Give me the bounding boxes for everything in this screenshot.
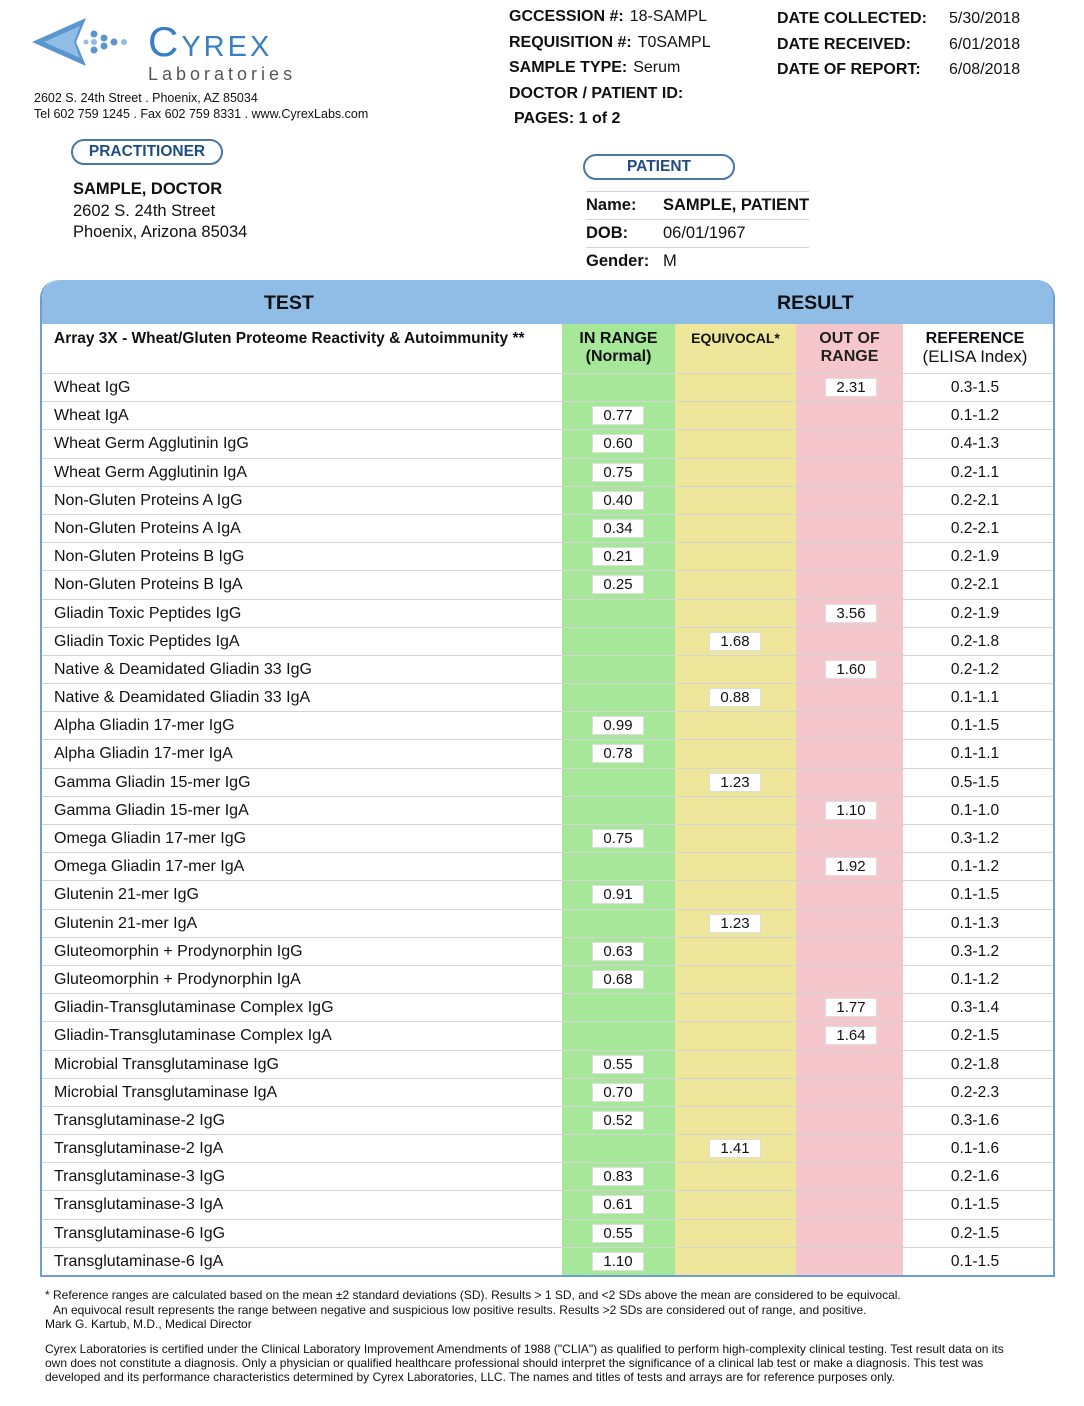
test-name: Alpha Gliadin 17-mer IgA (54, 745, 233, 763)
result-value: 0.70 (592, 1083, 644, 1102)
reference-range: 0.4-1.3 (950, 435, 1000, 453)
test-name: Glutenin 21-mer IgG (54, 886, 199, 904)
table-row (42, 711, 1055, 739)
result-value: 1.10 (592, 1252, 644, 1271)
reference-range: 0.3-1.4 (950, 999, 1000, 1017)
requisition-label: REQUISITION #: (509, 33, 632, 51)
test-name: Glutenin 21-mer IgA (54, 914, 198, 932)
cyrex-logo (30, 6, 330, 86)
test-name: Gliadin Toxic Peptides IgG (54, 604, 242, 622)
table-row (42, 1021, 1055, 1049)
in-range-header (562, 330, 675, 366)
result-value: 0.75 (592, 463, 644, 482)
reference-range: 0.2-1.9 (950, 548, 1000, 566)
test-name: Gluteomorphin + Prodynorphin IgG (54, 942, 303, 960)
table-row (42, 514, 1055, 542)
array-title: Array 3X - Wheat/Gluten Proteome Reactivity & Autoimmunity ** (54, 330, 525, 347)
lab-address-line1: 2602 S. 24th Street . Phoenix, AZ 85034 (34, 91, 258, 105)
date-report-label: DATE OF REPORT: (777, 61, 921, 78)
reference-header-line2: (ELISA Index) (922, 347, 1028, 366)
reference-range: 0.2-1.6 (950, 1168, 1000, 1186)
table-row (42, 627, 1055, 655)
reference-range: 0.3-1.2 (950, 942, 1000, 960)
test-name: Transglutaminase-6 IgA (54, 1252, 224, 1270)
reference-range: 0.1-1.5 (950, 886, 1000, 904)
result-value: 1.10 (825, 801, 877, 820)
reference-range: 0.1-1.6 (950, 1140, 1000, 1158)
in-range-header-line2: (Normal) (585, 348, 652, 365)
test-name: Wheat Germ Agglutinin IgG (54, 435, 249, 453)
result-value: 1.60 (825, 660, 877, 679)
table-row (42, 683, 1055, 711)
practitioner-heading: PRACTITIONER (71, 139, 223, 165)
table-row (42, 1078, 1055, 1106)
reference-range: 0.2-1.5 (950, 1224, 1000, 1242)
patient-gender: M (663, 252, 677, 271)
table-row (42, 965, 1055, 993)
test-name: Non-Gluten Proteins A IgA (54, 519, 241, 537)
reference-range: 0.2-2.1 (950, 576, 1000, 594)
result-value: 1.92 (825, 857, 877, 876)
out-of-range-header (796, 330, 903, 366)
patient-name-label: Name: (586, 196, 637, 214)
practitioner-address2: Phoenix, Arizona 85034 (73, 223, 248, 241)
test-name: Native & Deamidated Gliadin 33 IgA (54, 689, 311, 707)
reference-range: 0.1-1.2 (950, 407, 1000, 425)
table-row (42, 796, 1055, 824)
table-row (42, 852, 1055, 880)
reference-range: 0.1-1.2 (950, 970, 1000, 988)
table-row (42, 937, 1055, 965)
table-row (42, 570, 1055, 598)
result-value: 1.41 (709, 1139, 761, 1158)
reference-range: 0.2-2.1 (950, 519, 1000, 537)
reference-header-line1: REFERENCE (925, 330, 1025, 347)
test-name: Transglutaminase-6 IgG (54, 1224, 226, 1242)
test-name: Omega Gliadin 17-mer IgA (54, 858, 245, 876)
test-name: Non-Gluten Proteins B IgA (54, 576, 243, 594)
result-value: 1.77 (825, 998, 877, 1017)
practitioner-name: SAMPLE, DOCTOR (73, 180, 223, 198)
reference-range: 0.2-1.9 (950, 604, 1000, 622)
reference-range: 0.1-1.5 (950, 1196, 1000, 1214)
table-row (42, 880, 1055, 908)
accession-label: GCCESSION #: (509, 8, 624, 25)
table-row (42, 401, 1055, 429)
table-row (42, 1162, 1055, 1190)
result-value: 0.40 (592, 491, 644, 510)
lab-name: Cyrex (148, 18, 273, 65)
result-value: 0.21 (592, 547, 644, 566)
table-row (42, 1190, 1055, 1218)
test-name: Omega Gliadin 17-mer IgG (54, 830, 247, 847)
test-name: Wheat Germ Agglutinin IgA (54, 463, 247, 481)
logo-arrow-icon (30, 14, 142, 70)
sample-type-label: SAMPLE TYPE: (509, 59, 628, 76)
result-value: 0.61 (592, 1195, 644, 1214)
test-name: Gamma Gliadin 15-mer IgA (54, 801, 249, 819)
reference-range: 0.1-1.3 (950, 914, 1000, 932)
test-name: Gluteomorphin + Prodynorphin IgA (54, 970, 301, 988)
table-row (42, 993, 1055, 1021)
results-table (40, 280, 1055, 1277)
reference-range: 0.1-1.1 (950, 745, 1000, 763)
result-value: 0.55 (592, 1055, 644, 1074)
reference-range: 0.1-1.2 (950, 858, 1000, 876)
patient-block (586, 191, 809, 276)
result-value: 0.55 (592, 1224, 644, 1243)
reference-range: 0.3-1.6 (950, 1111, 1000, 1129)
test-header: TEST (264, 292, 314, 314)
patient-name: SAMPLE, PATIENT (663, 196, 810, 214)
test-name: Microbial Transglutaminase IgG (54, 1055, 279, 1073)
lab-name-sub: Laboratories (148, 64, 297, 84)
reference-header (903, 330, 1047, 366)
medical-director: Mark G. Kartub, M.D., Medical Director (45, 1317, 252, 1331)
reference-range: 0.3-1.2 (950, 830, 1000, 847)
out-of-range-header-line1: OUT OF (819, 330, 880, 347)
test-name: Gamma Gliadin 15-mer IgG (54, 773, 251, 791)
doctor-patient-id-label: DOCTOR / PATIENT ID: (509, 84, 684, 102)
table-row (42, 599, 1055, 627)
accession-value: 18-SAMPL (629, 8, 708, 25)
table-row (42, 373, 1055, 401)
test-name: Non-Gluten Proteins A IgG (54, 491, 243, 509)
result-value: 1.23 (709, 773, 761, 792)
test-name: Wheat IgA (54, 407, 129, 425)
table-subheader (42, 324, 1055, 374)
result-value: 0.88 (709, 688, 761, 707)
date-meta (777, 6, 1020, 83)
lab-address-line2: Tel 602 759 1245 . Fax 602 759 8331 . www.CyrexLabs.com (34, 107, 369, 121)
date-received-label: DATE RECEIVED: (777, 35, 911, 53)
result-header: RESULT (777, 292, 854, 314)
certification-statement: Cyrex Laboratories is certified under the Clinical Laboratory Improvement Amendments of 1988 ("CLIA") as qualified to perform high-complexity clinical testing. Test result data on its own does not constitute a diagnosis. Only a physician or qualified healthcare professional should interpret the significance of a clinical lab test or make a diagnosis. This test was developed and its performance characteristics determined by Cyrex Laboratories, LLC. The names and titles of tests and arrays are for reference purposes only. (45, 1342, 1004, 1384)
table-row (42, 739, 1055, 767)
date-report-value: 6/08/2018 (949, 61, 1021, 78)
practitioner-address1: 2602 S. 24th Street (73, 202, 216, 220)
reference-range: 0.1-1.0 (950, 801, 1000, 819)
reference-range: 0.2-1.2 (950, 660, 1000, 678)
result-value: 1.64 (825, 1026, 877, 1045)
table-row (42, 655, 1055, 683)
test-name: Gliadin-Transglutaminase Complex IgA (54, 1027, 332, 1045)
result-value: 0.83 (592, 1167, 644, 1186)
reference-range: 0.2-1.1 (950, 463, 1000, 481)
test-name: Transglutaminase-2 IgA (54, 1140, 224, 1158)
in-range-header-line1: IN RANGE (579, 330, 658, 347)
reference-range: 0.3-1.5 (950, 379, 1000, 396)
reference-range: 0.2-1.5 (950, 1027, 1000, 1045)
table-row (42, 768, 1055, 796)
out-of-range-header-line2: RANGE (820, 348, 879, 365)
result-value: 1.68 (709, 632, 761, 651)
result-value: 0.77 (592, 406, 644, 425)
requisition-value: T0SAMPL (637, 33, 711, 51)
test-name: Gliadin-Transglutaminase Complex IgG (54, 999, 334, 1017)
sample-type-value: Serum (633, 59, 681, 76)
result-value: 0.52 (592, 1111, 644, 1130)
result-value: 0.25 (592, 575, 644, 594)
result-value: 0.78 (592, 744, 644, 763)
patient-heading: PATIENT (583, 154, 735, 180)
result-value: 1.23 (709, 914, 761, 933)
patient-gender-label: Gender: (586, 252, 650, 271)
reference-range: 0.5-1.5 (950, 773, 1000, 791)
equivocal-header: EQUIVOCAL* (691, 330, 780, 346)
table-row (42, 1219, 1055, 1247)
table-row (42, 486, 1055, 514)
test-name: Transglutaminase-3 IgG (54, 1168, 226, 1186)
date-collected-label: DATE COLLECTED: (777, 10, 927, 27)
table-row (42, 1050, 1055, 1078)
specimen-meta (509, 4, 711, 106)
result-value: 0.60 (592, 434, 644, 453)
reference-range: 0.2-1.8 (950, 1055, 1000, 1073)
test-name: Transglutaminase-3 IgA (54, 1196, 224, 1214)
reference-range: 0.2-1.8 (950, 632, 1000, 650)
table-row (42, 458, 1055, 486)
table-header (42, 280, 1055, 324)
practitioner-block (73, 179, 247, 243)
test-name: Microbial Transglutaminase IgA (54, 1083, 278, 1101)
footnote (45, 1288, 901, 1332)
date-received-value: 6/01/2018 (949, 35, 1021, 53)
table-row (42, 824, 1055, 852)
test-name: Alpha Gliadin 17-mer IgG (54, 717, 235, 735)
patient-dob-label: DOB: (586, 224, 629, 243)
result-value: 2.31 (825, 378, 877, 397)
test-name: Gliadin Toxic Peptides IgA (54, 632, 240, 650)
result-rows (42, 373, 1055, 1275)
result-value: 0.68 (592, 970, 644, 989)
test-name: Transglutaminase-2 IgG (54, 1111, 226, 1129)
result-value: 0.75 (592, 829, 644, 848)
test-name: Wheat IgG (54, 379, 131, 396)
test-name: Native & Deamidated Gliadin 33 IgG (54, 660, 312, 678)
table-row (42, 542, 1055, 570)
table-row (42, 909, 1055, 937)
patient-dob: 06/01/1967 (663, 224, 746, 243)
reference-range: 0.1-1.5 (950, 1252, 1000, 1270)
date-collected-value: 5/30/2018 (949, 10, 1021, 27)
result-value: 3.56 (825, 604, 877, 623)
table-row (42, 1247, 1055, 1275)
lab-address (34, 90, 368, 122)
reference-range: 0.2-2.3 (950, 1083, 1000, 1101)
reference-range: 0.1-1.1 (950, 689, 1000, 707)
reference-range: 0.2-2.1 (950, 491, 1000, 509)
result-value: 0.34 (592, 519, 644, 538)
table-row (42, 429, 1055, 457)
table-row (42, 1134, 1055, 1162)
footnote-line2: An equivocal result represents the range between negative and suspicious low positive results. Results >2 SDs are considered out of range, and positive. (53, 1302, 867, 1317)
table-row (42, 1106, 1055, 1134)
result-value: 0.63 (592, 942, 644, 961)
page-count: PAGES: 1 of 2 (514, 110, 621, 127)
result-value: 0.91 (592, 885, 644, 904)
reference-range: 0.1-1.5 (950, 717, 1000, 735)
result-value: 0.99 (592, 716, 644, 735)
test-name: Non-Gluten Proteins B IgG (54, 548, 245, 566)
footnote-line1: * Reference ranges are calculated based on the mean ±2 standard deviations (SD). Results > 1 SD, and <2 SDs above the mean are considered to be equivocal. (45, 1288, 901, 1302)
